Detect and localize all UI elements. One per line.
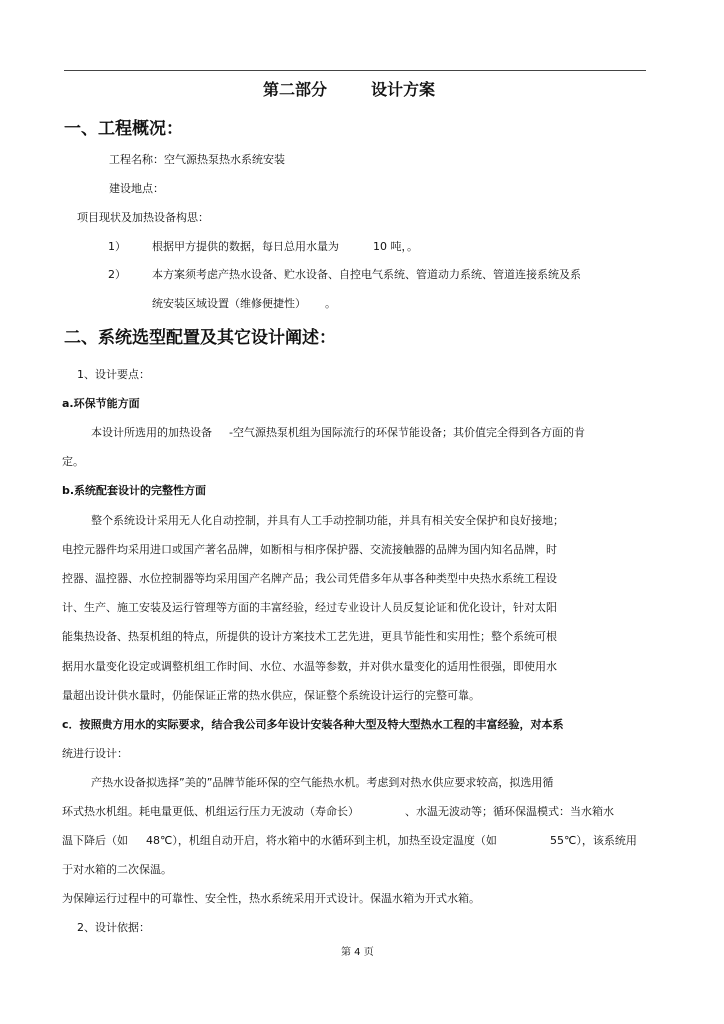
subsection-b-heading: b.系统配套设计的完整性方面 (62, 484, 207, 497)
para-a-line2: 定。 (62, 455, 84, 468)
subsection-a-heading: a.环保节能方面 (62, 397, 140, 410)
item2-end: 。 (325, 297, 336, 310)
item2-line2: 统安装区域设置（维修便捷性） (152, 297, 306, 310)
item1-number: 1） (108, 240, 126, 253)
item2-line1: 本方案须考虑产热水设备、贮水设备、自控电气系统、管道动力系统、管道连接系统及系 (152, 268, 581, 281)
para-c-line2: 统进行设计： (62, 747, 128, 760)
project-status-label: 项目现状及加热设备构思： (77, 211, 209, 224)
section2-heading: 二、系统选型配置及其它设计阐述： (64, 328, 336, 348)
project-location: 建设地点： (109, 182, 164, 195)
para-equipment-line4: 于对水箱的二次保温。 (62, 863, 172, 876)
para-equipment-line1: 产热水设备拟选择”美的”品牌节能环保的空气能热水机。考虑到对热水供应要求较高，拟选用循 (91, 776, 554, 789)
para-b-line: 整个系统设计采用无人化自动控制，并具有人工手动控制功能，并具有相关安全保护和良好接地； (91, 514, 564, 527)
design-points-label: 1、设计要点： (77, 368, 150, 381)
para-a-line1-right: -空气源热泵机组为国际流行的环保节能设备；其价值完全得到各方面的肯 (229, 426, 585, 439)
item1-value: 10 吨，。 (373, 240, 418, 253)
project-name: 工程名称：空气源热泵热水系统安装 (109, 153, 285, 166)
para-b-line: 量超出设计供水量时，仍能保证正常的热水供应，保证整个系统设计运行的完整可靠。 (62, 689, 480, 702)
design-basis-label: 2、设计依据： (77, 921, 150, 934)
part-label: 第二部分 (263, 80, 328, 99)
para-b-line: 据用水量变化设定或调整机组工作时间、水位、水温等参数，并对供水量变化的适用性很强，即使用水 (62, 660, 557, 673)
para-equipment-line2a: 环式热水机组。耗电量更低、机组运行压力无波动（寿命长） (62, 805, 359, 818)
page-title: 设计方案 (371, 80, 436, 99)
para-b-line: 控器、温控器、水位控制器等均采用国产名牌产品；我公司凭借多年从事各种类型中央热水系统工程设 (62, 572, 557, 585)
item1-text: 根据甲方提供的数据，每日总用水量为 (152, 240, 339, 253)
para-equipment-line3c: 55℃），该系统用 (550, 834, 637, 847)
para-equipment-line2b: 、水温无波动等；循环保温模式：当水箱水 (405, 805, 614, 818)
para-b-line: 能集热设备、热泵机组的特点，所提供的设计方案技术工艺先进，更具节能性和实用性；整个系统可根 (62, 630, 557, 643)
section1-heading: 一、工程概况： (64, 119, 183, 139)
header-rule (64, 70, 646, 71)
para-equipment-line3a: 温下降后（如 (62, 834, 128, 847)
para-b-line: 计、生产、施工安装及运行管理等方面的丰富经验，经过专业设计人员反复论证和优化设计，针对太阳 (62, 601, 557, 614)
para-a-line1-left: 本设计所选用的加热设备 (91, 426, 212, 439)
para-b-line: 电控元器件均采用进口或国产著名品牌，如断相与相序保护器、交流接触器的品牌为国内知名品牌，时 (62, 543, 557, 556)
page-number: 第 4 页 (341, 947, 374, 958)
para-open-design: 为保障运行过程中的可靠性、安全性，热水系统采用开式设计。保温水箱为开式水箱。 (62, 892, 480, 905)
para-c-line1: c．按照贵方用水的实际要求，结合我公司多年设计安装各种大型及特大型热水工程的丰富经验，对本系 (62, 718, 564, 731)
item2-number: 2） (108, 268, 126, 281)
para-equipment-line3b: 48℃），机组自动开启，将水箱中的水循环到主机，加热至设定温度（如 (146, 834, 497, 847)
